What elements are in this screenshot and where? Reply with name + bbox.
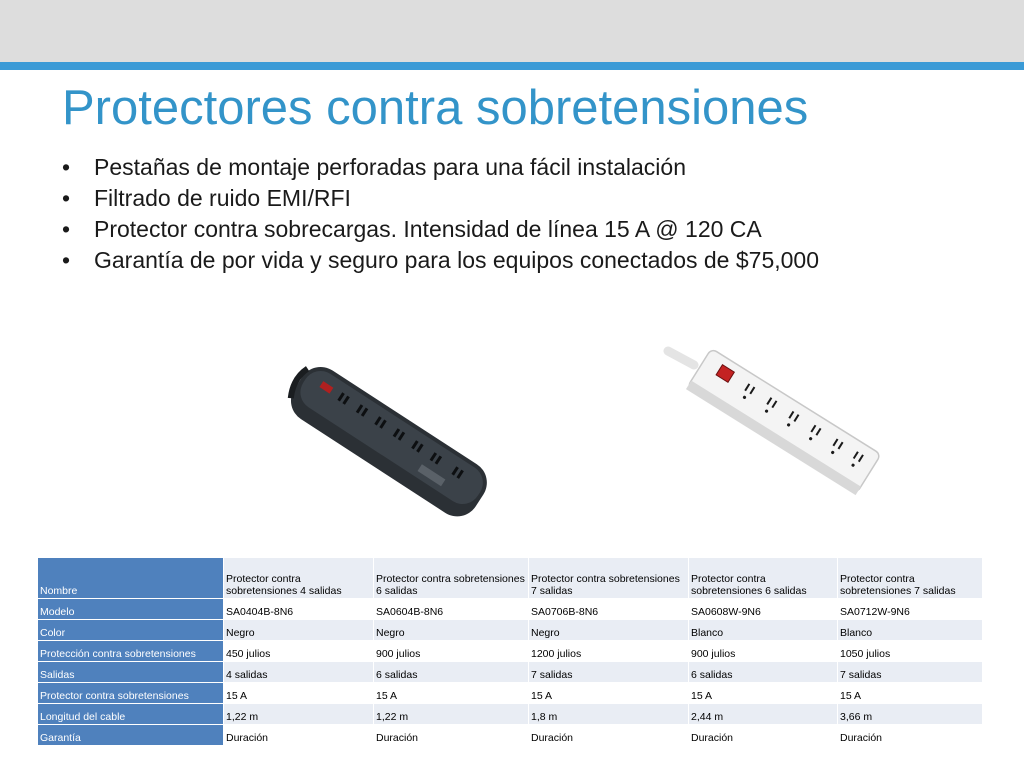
bullet-dot: • xyxy=(62,216,71,242)
spec-row xyxy=(38,641,982,661)
bullet-item xyxy=(62,214,819,245)
spec-cell: 1,22 m xyxy=(224,704,373,724)
spec-cell: Duración xyxy=(224,725,373,745)
spec-cell: Duración xyxy=(374,725,528,745)
bullet-text: Protector contra sobrecargas. Intensidad de línea 15 A @ 120 CA xyxy=(94,216,762,242)
spec-row-label: Garantía xyxy=(38,725,223,745)
spec-row xyxy=(38,620,982,640)
spec-cell: 1,22 m xyxy=(374,704,528,724)
bullet-text: Pestañas de montaje perforadas para una fácil instalación xyxy=(94,154,686,180)
spec-cell: 900 julios xyxy=(689,641,837,661)
spec-row-label: Protector contra sobretensiones xyxy=(38,683,223,703)
bullet-item xyxy=(62,245,819,276)
bullet-list xyxy=(62,152,819,276)
spec-cell: Duración xyxy=(529,725,688,745)
spec-cell: SA0604B-8N6 xyxy=(374,599,528,619)
header-band xyxy=(0,0,1024,62)
spec-cell: 15 A xyxy=(374,683,528,703)
spec-cell: Negro xyxy=(374,620,528,640)
spec-row xyxy=(38,725,982,745)
spec-cell: 15 A xyxy=(838,683,982,703)
spec-row xyxy=(38,683,982,703)
spec-cell: Protector contra sobretensiones 6 salidas xyxy=(689,558,837,598)
spec-cell: 6 salidas xyxy=(689,662,837,682)
bullet-item xyxy=(62,183,819,214)
spec-row xyxy=(38,558,982,598)
spec-cell: 15 A xyxy=(224,683,373,703)
spec-cell: Blanco xyxy=(838,620,982,640)
spec-table xyxy=(37,557,983,746)
spec-row-label: Protección contra sobretensiones xyxy=(38,641,223,661)
spec-cell: Negro xyxy=(224,620,373,640)
spec-row-label: Color xyxy=(38,620,223,640)
spec-cell: 6 salidas xyxy=(374,662,528,682)
spec-cell: SA0404B-8N6 xyxy=(224,599,373,619)
bullet-item xyxy=(62,152,819,183)
spec-cell: SA0712W-9N6 xyxy=(838,599,982,619)
spec-row-label: Nombre xyxy=(38,558,223,598)
spec-cell: 4 salidas xyxy=(224,662,373,682)
spec-cell: Duración xyxy=(689,725,837,745)
spec-table-body xyxy=(38,558,982,745)
bullet-text: Filtrado de ruido EMI/RFI xyxy=(94,185,351,211)
accent-line xyxy=(0,62,1024,70)
spec-row xyxy=(38,599,982,619)
spec-cell: 450 julios xyxy=(224,641,373,661)
spec-cell: 1200 julios xyxy=(529,641,688,661)
spec-row xyxy=(38,704,982,724)
spec-cell: SA0706B-8N6 xyxy=(529,599,688,619)
spec-cell: 2,44 m xyxy=(689,704,837,724)
spec-cell: 7 salidas xyxy=(529,662,688,682)
spec-cell: Protector contra sobretensiones 6 salidas xyxy=(374,558,528,598)
spec-cell: 900 julios xyxy=(374,641,528,661)
bullet-dot: • xyxy=(62,154,71,180)
spec-row-label: Modelo xyxy=(38,599,223,619)
black-power-strip-image xyxy=(270,355,510,530)
slide-title: Protectores contra sobretensiones xyxy=(62,81,809,135)
spec-cell: Blanco xyxy=(689,620,837,640)
spec-cell: 15 A xyxy=(529,683,688,703)
spec-cell: SA0608W-9N6 xyxy=(689,599,837,619)
spec-cell: 7 salidas xyxy=(838,662,982,682)
white-power-strip-image xyxy=(660,345,890,505)
bullet-dot: • xyxy=(62,247,71,273)
spec-cell: 1,8 m xyxy=(529,704,688,724)
spec-row-label: Longitud del cable xyxy=(38,704,223,724)
spec-cell: Protector contra sobretensiones 7 salidas xyxy=(838,558,982,598)
spec-cell: Duración xyxy=(838,725,982,745)
spec-cell: 1050 julios xyxy=(838,641,982,661)
bullet-text: Garantía de por vida y seguro para los equipos conectados de $75,000 xyxy=(94,247,819,273)
spec-cell: Protector contra sobretensiones 7 salidas xyxy=(529,558,688,598)
bullet-dot: • xyxy=(62,185,71,211)
spec-cell: Negro xyxy=(529,620,688,640)
spec-row-label: Salidas xyxy=(38,662,223,682)
spec-cell: 3,66 m xyxy=(838,704,982,724)
spec-row xyxy=(38,662,982,682)
spec-cell: Protector contra sobretensiones 4 salidas xyxy=(224,558,373,598)
spec-cell: 15 A xyxy=(689,683,837,703)
